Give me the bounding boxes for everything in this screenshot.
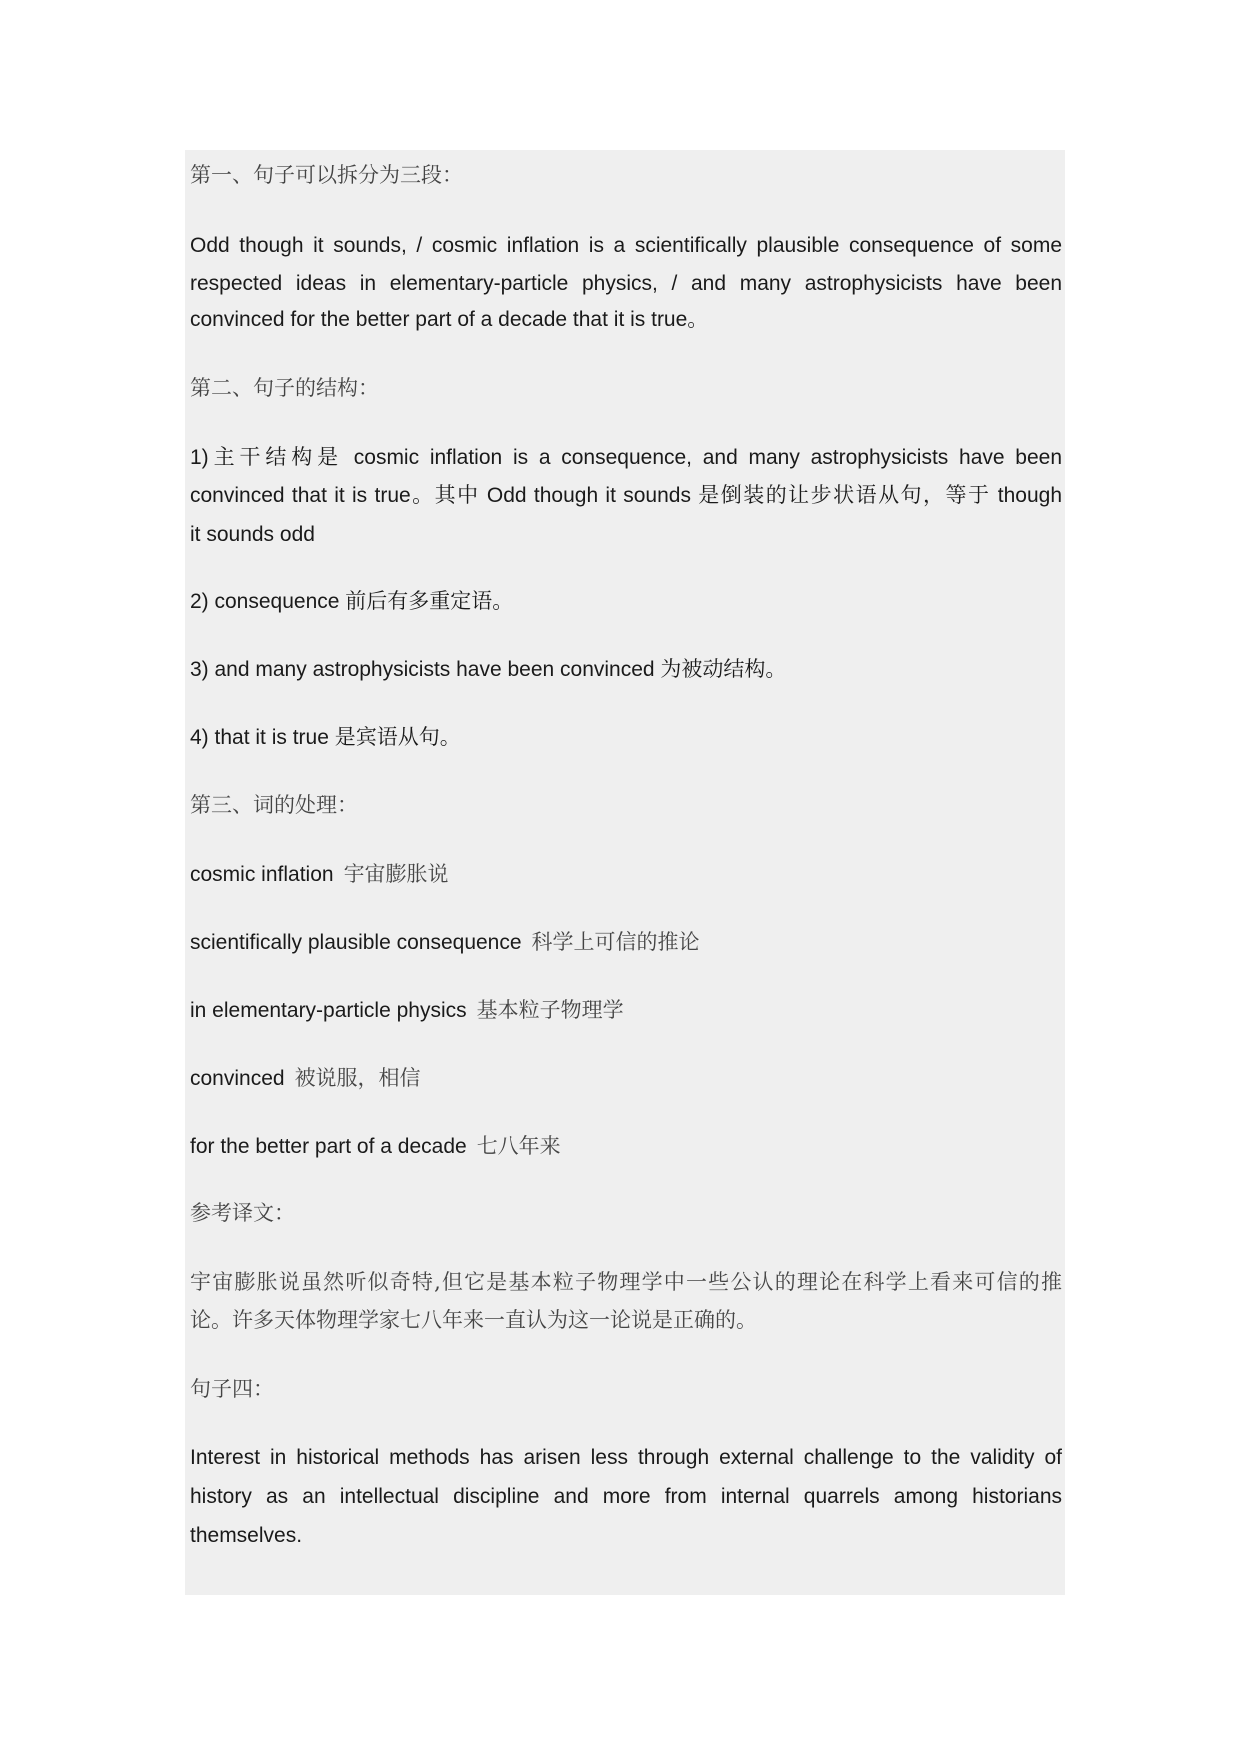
vocab-gloss: 被说服，相信 — [294, 1066, 421, 1090]
vocab-term: for the better part of a decade — [190, 1135, 467, 1158]
structure-item-3: 3) and many astrophysicists have been convinced 为被动结构。 — [190, 658, 787, 681]
vocab-term: in elementary-particle physics — [190, 999, 467, 1022]
section-1-heading: 第一、句子可以拆分为三段： — [190, 163, 463, 187]
section-2-heading: 第二、句子的结构： — [190, 376, 379, 400]
vocab-term: scientifically plausible consequence — [190, 931, 522, 954]
vocab-item — [190, 859, 449, 890]
translation-line-1: 宇宙膨胀说虽然听似奇特,但它是基本粒子物理学中一些公认的理论在科学上看来可信的推 — [190, 1270, 1062, 1294]
structure-item-2: 2) consequence 前后有多重定语。 — [190, 590, 514, 613]
vocab-item — [190, 1131, 561, 1162]
sentence-4-line-2: history as an intellectual discipline and more from internal quarrels among historians — [190, 1485, 1062, 1508]
structure-item-1-line-3: it sounds odd — [190, 523, 315, 546]
vocab-gloss: 宇宙膨胀说 — [343, 862, 449, 886]
structure-item-4: 4) that it is true 是宾语从句。 — [190, 726, 461, 749]
translation-heading: 参考译文： — [190, 1201, 295, 1225]
structure-item-1-line-2: convinced that it is true。其中 Odd though it sounds 是倒装的让步状语从句，等于 though — [190, 484, 1062, 507]
vocab-term: cosmic inflation — [190, 863, 334, 886]
vocab-gloss: 科学上可信的推论 — [531, 930, 700, 954]
vocab-gloss: 基本粒子物理学 — [476, 998, 624, 1022]
sentence-4-line-1: Interest in historical methods has arisen less through external challenge to the validity of — [190, 1446, 1062, 1469]
translation-line-2: 论。许多天体物理学家七八年来一直认为这一论说是正确的。 — [190, 1308, 757, 1332]
sentence-line-2: respected ideas in elementary-particle physics, / and many astrophysicists have been — [190, 272, 1062, 295]
vocab-item — [190, 995, 624, 1026]
structure-item-1-line-1: 1)主干结构是 cosmic inflation is a consequence, and many astrophysicists have been — [190, 446, 1062, 469]
vocab-item — [190, 1063, 421, 1094]
section-3-heading: 第三、词的处理： — [190, 793, 358, 817]
vocab-gloss: 七八年来 — [476, 1134, 561, 1158]
vocab-item — [190, 927, 700, 958]
sentence-4-heading: 句子四： — [190, 1377, 274, 1401]
sentence-line-1: Odd though it sounds, / cosmic inflation is a scientifically plausible consequence of some — [190, 234, 1062, 257]
sentence-line-3: convinced for the better part of a decade that it is true。 — [190, 308, 709, 331]
sentence-4-line-3: themselves. — [190, 1524, 303, 1547]
vocab-term: convinced — [190, 1067, 285, 1090]
